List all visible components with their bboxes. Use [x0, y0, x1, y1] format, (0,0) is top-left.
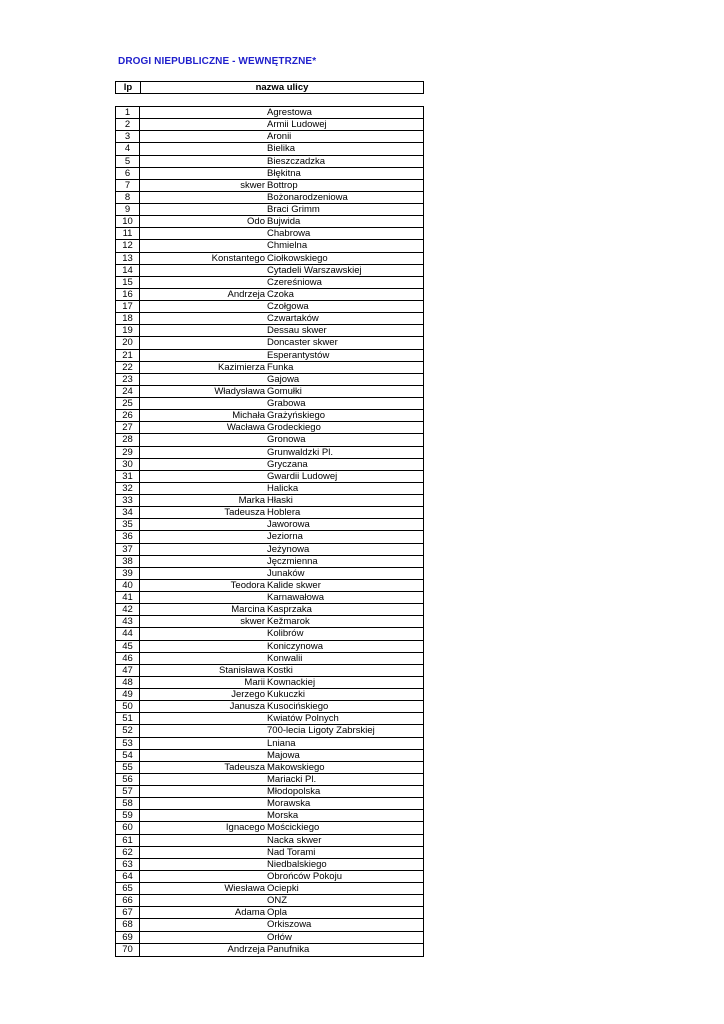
street-name-prefix: [140, 204, 267, 215]
table-row: [116, 240, 423, 252]
row-number: 42: [116, 604, 140, 615]
row-number: 53: [116, 738, 140, 749]
street-name-prefix: Andrzeja: [227, 943, 265, 955]
table-row: [116, 119, 423, 131]
street-name: Niedbalskiego: [267, 858, 327, 870]
row-number: 52: [116, 725, 140, 736]
table-row: [116, 531, 423, 543]
row-number: 14: [116, 265, 140, 276]
table-row: [116, 544, 423, 556]
street-name: Mościckiego: [267, 822, 320, 834]
row-number: 46: [116, 653, 140, 664]
row-number: 28: [116, 434, 140, 445]
street-name: Aronii: [267, 131, 292, 143]
street-name: Orłów: [267, 931, 292, 943]
row-number: 29: [116, 447, 140, 458]
street-name-prefix: Tadeusza: [224, 507, 265, 519]
street-name: Czołgowa: [267, 301, 309, 312]
street-name-prefix: [140, 313, 267, 324]
row-number: 58: [116, 798, 140, 809]
table-row: [116, 131, 423, 143]
row-number: 10: [116, 216, 140, 227]
row-number: 51: [116, 713, 140, 724]
table-row: [116, 653, 423, 665]
street-name-prefix: skwer: [240, 179, 265, 191]
street-name-prefix: Stanisława: [219, 664, 265, 676]
street-name-prefix: [140, 531, 267, 542]
table-row: [116, 289, 423, 301]
table-row: [116, 228, 423, 240]
table-row: [116, 143, 423, 155]
table-row: [116, 519, 423, 531]
street-name-prefix: [140, 592, 267, 603]
street-name: Junaków: [267, 567, 305, 579]
row-number: 47: [116, 665, 140, 676]
table-row: [116, 350, 423, 362]
street-name-prefix: Marka: [238, 495, 265, 506]
table-row: [116, 810, 423, 822]
street-name-prefix: Władysława: [214, 385, 265, 397]
table-row: [116, 313, 423, 325]
table-row: [116, 374, 423, 386]
table-row: [116, 919, 423, 931]
street-name-prefix: Teodora: [230, 579, 265, 591]
row-number: 44: [116, 628, 140, 639]
row-number: 2: [116, 119, 140, 130]
table-row: [116, 713, 423, 725]
row-number: 5: [116, 156, 140, 167]
street-name: Gryczana: [267, 458, 308, 470]
row-number: 3: [116, 131, 140, 142]
table-row: [116, 156, 423, 168]
street-name: Mariacki Pl.: [267, 773, 317, 785]
street-name-prefix: [140, 192, 267, 203]
street-name-prefix: [140, 107, 267, 118]
street-name-prefix: [140, 265, 267, 276]
table-row: [116, 265, 423, 277]
street-name-prefix: [140, 398, 267, 409]
street-name-prefix: [140, 131, 267, 142]
street-name-prefix: Wiesława: [224, 883, 265, 894]
table-row: [116, 859, 423, 871]
table-row: [116, 337, 423, 349]
street-name: ONZ: [267, 895, 288, 907]
table-row: [116, 180, 423, 192]
row-number: 65: [116, 883, 140, 894]
street-name-prefix: [140, 835, 267, 846]
street-name: Błękitna: [267, 167, 301, 179]
table-row: [116, 568, 423, 580]
street-name-prefix: [140, 277, 267, 288]
street-name-prefix: [140, 847, 267, 858]
street-name: 700-lecia Ligoty Zabrskiej: [267, 725, 375, 737]
row-number: 49: [116, 689, 140, 700]
row-number: 32: [116, 483, 140, 494]
table-row: [116, 107, 423, 119]
row-number: 22: [116, 362, 140, 373]
table-row: [116, 507, 423, 519]
table-row: [116, 689, 423, 701]
street-name: Grabowa: [267, 398, 306, 409]
street-name: Panufnika: [267, 943, 310, 955]
street-name-prefix: [140, 374, 267, 385]
table-row: [116, 895, 423, 907]
street-name: Agrestowa: [267, 107, 312, 118]
street-name-prefix: Wacława: [226, 422, 265, 434]
street-name-prefix: [140, 459, 267, 470]
street-name: Ciołkowskiego: [267, 252, 328, 264]
street-name-prefix: skwer: [240, 616, 265, 628]
street-name: Jęczmienna: [267, 555, 318, 567]
street-name: Obrońców Pokoju: [267, 870, 342, 882]
street-name: Morawska: [267, 798, 311, 810]
row-number: 24: [116, 386, 140, 397]
table-row: [116, 701, 423, 713]
street-name-prefix: Ignacego: [225, 822, 265, 834]
row-number: 48: [116, 677, 140, 688]
street-name: Gronowa: [267, 434, 306, 446]
table-row: [116, 883, 423, 895]
street-name: Chmielna: [267, 240, 308, 252]
street-name-prefix: [140, 350, 267, 361]
row-number: 8: [116, 192, 140, 203]
row-number: 45: [116, 641, 140, 652]
street-name-prefix: [140, 337, 267, 348]
street-name: Kukuczki: [267, 689, 306, 700]
street-name-prefix: [140, 325, 267, 336]
street-name: Jeżynowa: [267, 543, 310, 555]
row-number: 38: [116, 556, 140, 567]
street-name-prefix: Michała: [232, 410, 265, 422]
street-name: Kostki: [267, 664, 293, 676]
row-number: 30: [116, 459, 140, 470]
row-number: 34: [116, 507, 140, 518]
table-row: [116, 604, 423, 616]
street-name-prefix: [140, 919, 267, 930]
row-number: 63: [116, 859, 140, 870]
street-name-prefix: [140, 168, 267, 179]
row-number: 59: [116, 810, 140, 821]
row-number: 35: [116, 519, 140, 530]
row-number: 7: [116, 180, 140, 191]
table-row: [116, 738, 423, 750]
street-name: Kalide skwer: [267, 579, 321, 591]
row-number: 33: [116, 495, 140, 506]
street-name: Gwardii Ludowej: [267, 470, 338, 482]
table-row: [116, 762, 423, 774]
table-row: [116, 301, 423, 313]
street-name-prefix: [140, 544, 267, 555]
street-name: Grodeckiego: [267, 422, 321, 434]
row-number: 36: [116, 531, 140, 542]
row-number: 39: [116, 568, 140, 579]
street-name: Cytadeli Warszawskiej: [267, 264, 362, 276]
row-number: 19: [116, 325, 140, 336]
table-row: [116, 434, 423, 446]
street-name-prefix: Tadeusza: [224, 761, 265, 773]
street-name: Esperantystów: [267, 349, 330, 361]
street-name: Morska: [267, 810, 299, 822]
table-row: [116, 580, 423, 592]
street-name: Makowskiego: [267, 761, 325, 773]
street-name: Czwartaków: [267, 313, 319, 325]
street-name-prefix: [140, 774, 267, 785]
street-name-prefix: [140, 653, 267, 664]
table-row: [116, 216, 423, 228]
street-name-prefix: Kazimierza: [218, 361, 265, 373]
street-name: Czoka: [267, 288, 294, 300]
street-name: Bielika: [267, 143, 295, 155]
street-name-prefix: [140, 240, 267, 251]
streets-table: [115, 106, 424, 957]
street-name-prefix: [140, 895, 267, 906]
street-name: Kusocińskiego: [267, 701, 329, 713]
table-row: [116, 325, 423, 337]
row-number: 64: [116, 871, 140, 882]
street-name-prefix: [140, 798, 267, 809]
table-row: [116, 253, 423, 265]
street-name: Karnawałowa: [267, 592, 325, 603]
street-name-prefix: [140, 750, 267, 761]
table-row: [116, 847, 423, 859]
street-name: Hłaski: [267, 495, 293, 506]
street-name-prefix: Andrzeja: [227, 288, 265, 300]
table-row: [116, 483, 423, 495]
street-name: Halicka: [267, 482, 299, 494]
row-number: 61: [116, 835, 140, 846]
table-row: [116, 798, 423, 810]
street-name-prefix: [140, 143, 267, 154]
street-name: Armii Ludowej: [267, 119, 327, 131]
street-name-prefix: [140, 628, 267, 639]
row-number: 40: [116, 580, 140, 591]
street-name-prefix: Adama: [234, 907, 265, 919]
table-row: [116, 822, 423, 834]
street-name-prefix: Marcina: [231, 604, 265, 616]
street-name-prefix: [140, 859, 267, 870]
table-row: [116, 277, 423, 289]
street-name: Majowa: [267, 749, 300, 761]
table-row: [116, 398, 423, 410]
table-row: [116, 204, 423, 216]
row-number: 56: [116, 774, 140, 785]
street-name: Konwalii: [267, 652, 303, 664]
street-name: Nad Torami: [267, 846, 316, 858]
street-name-prefix: [140, 471, 267, 482]
row-number: 43: [116, 616, 140, 627]
table-row: [116, 725, 423, 737]
row-number: 12: [116, 240, 140, 251]
street-name: Dessau skwer: [267, 325, 327, 337]
street-name: Gajowa: [267, 373, 300, 385]
table-row: [116, 907, 423, 919]
row-number: 67: [116, 907, 140, 918]
table-row: [116, 665, 423, 677]
row-number: 70: [116, 944, 140, 956]
table-row: [116, 168, 423, 180]
document-title: DROGI NIEPUBLICZNE - WEWNĘTRZNE*: [118, 56, 317, 67]
table-row: [116, 362, 423, 374]
street-name: Jaworowa: [267, 519, 310, 531]
street-name: Bieszczadzka: [267, 155, 326, 167]
street-name-prefix: [140, 738, 267, 749]
street-name-prefix: [140, 119, 267, 130]
row-number: 37: [116, 544, 140, 555]
street-name-prefix: [140, 483, 267, 494]
row-number: 27: [116, 422, 140, 433]
street-name: Doncaster skwer: [267, 337, 338, 349]
street-name: Kolibrów: [267, 628, 304, 640]
street-name: Orkiszowa: [267, 919, 312, 931]
street-name-prefix: Janusza: [229, 701, 265, 713]
street-name-prefix: [140, 556, 267, 567]
street-name: Koniczynowa: [267, 640, 323, 652]
street-name: Czereśniowa: [267, 276, 322, 288]
street-name: Hoblera: [267, 507, 301, 519]
street-name: Bottrop: [267, 179, 298, 191]
table-row: [116, 750, 423, 762]
table-row: [116, 592, 423, 604]
street-name-prefix: [140, 156, 267, 167]
street-name-prefix: [140, 447, 267, 458]
row-number: 20: [116, 337, 140, 348]
table-row: [116, 786, 423, 798]
street-name-prefix: [140, 713, 267, 724]
table-row: [116, 774, 423, 786]
street-name-prefix: [140, 810, 267, 821]
table-row: [116, 422, 423, 434]
table-row: [116, 410, 423, 422]
table-row: [116, 192, 423, 204]
table-row: [116, 495, 423, 507]
street-name: Kwiatów Polnych: [267, 713, 339, 725]
table-row: [116, 944, 423, 956]
row-number: 16: [116, 289, 140, 300]
table-row: [116, 447, 423, 459]
row-number: 69: [116, 932, 140, 943]
street-name-prefix: [140, 568, 267, 579]
row-number: 54: [116, 750, 140, 761]
row-number: 31: [116, 471, 140, 482]
street-name-prefix: [140, 301, 267, 312]
street-name: Opla: [267, 907, 288, 919]
table-row: [116, 556, 423, 568]
row-number: 1: [116, 107, 140, 118]
street-name: Chabrowa: [267, 228, 311, 240]
table-row: [116, 641, 423, 653]
street-name: Kasprzaka: [267, 604, 312, 616]
table-row: [116, 471, 423, 483]
street-name-prefix: [140, 932, 267, 943]
street-name: Nacka skwer: [267, 834, 322, 846]
row-number: 62: [116, 847, 140, 858]
street-name-prefix: [140, 228, 267, 239]
row-number: 55: [116, 762, 140, 773]
table-header: [115, 81, 424, 94]
street-name: Braci Grimm: [267, 204, 320, 215]
street-name: Grażyńskiego: [267, 410, 326, 422]
row-number: 41: [116, 592, 140, 603]
street-name: Młodopolska: [267, 786, 321, 797]
row-number: 15: [116, 277, 140, 288]
street-name: Bujwida: [267, 216, 301, 228]
row-number: 9: [116, 204, 140, 215]
row-number: 23: [116, 374, 140, 385]
street-name: Ociepki: [267, 883, 299, 894]
street-name: Kežmarok: [267, 616, 310, 628]
street-name-prefix: [140, 786, 267, 797]
street-name-prefix: Konstantego: [211, 252, 265, 264]
table-row: [116, 459, 423, 471]
row-number: 66: [116, 895, 140, 906]
table-row: [116, 616, 423, 628]
street-name-prefix: [140, 871, 267, 882]
row-number: 18: [116, 313, 140, 324]
row-number: 11: [116, 228, 140, 239]
row-number: 17: [116, 301, 140, 312]
street-name: Grunwaldzki Pl.: [267, 446, 333, 458]
column-header-street-name: nazwa ulicy: [255, 82, 309, 93]
street-name-prefix: [140, 434, 267, 445]
table-row: [116, 628, 423, 640]
street-name: Funka: [267, 361, 294, 373]
row-number: 50: [116, 701, 140, 712]
street-name-prefix: Odo: [247, 216, 265, 228]
row-number: 60: [116, 822, 140, 833]
row-number: 25: [116, 398, 140, 409]
street-name: Kownackiej: [267, 676, 316, 688]
row-number: 13: [116, 253, 140, 264]
row-number: 68: [116, 919, 140, 930]
street-name: Gomułki: [267, 385, 302, 397]
row-number: 21: [116, 350, 140, 361]
street-name-prefix: [140, 641, 267, 652]
table-row: [116, 677, 423, 689]
street-name-prefix: [140, 519, 267, 530]
street-name: Jeziorna: [267, 531, 303, 543]
street-name: Lniana: [267, 737, 296, 749]
table-row: [116, 386, 423, 398]
street-name: Bożonarodzeniowa: [267, 191, 348, 203]
street-name-prefix: [140, 725, 267, 736]
column-header-lp: lp: [116, 82, 141, 93]
row-number: 6: [116, 168, 140, 179]
street-name-prefix: Jerzego: [231, 689, 265, 700]
table-row: [116, 871, 423, 883]
street-name-prefix: Marii: [244, 676, 265, 688]
table-row: [116, 835, 423, 847]
table-row: [116, 932, 423, 944]
row-number: 26: [116, 410, 140, 421]
row-number: 4: [116, 143, 140, 154]
row-number: 57: [116, 786, 140, 797]
